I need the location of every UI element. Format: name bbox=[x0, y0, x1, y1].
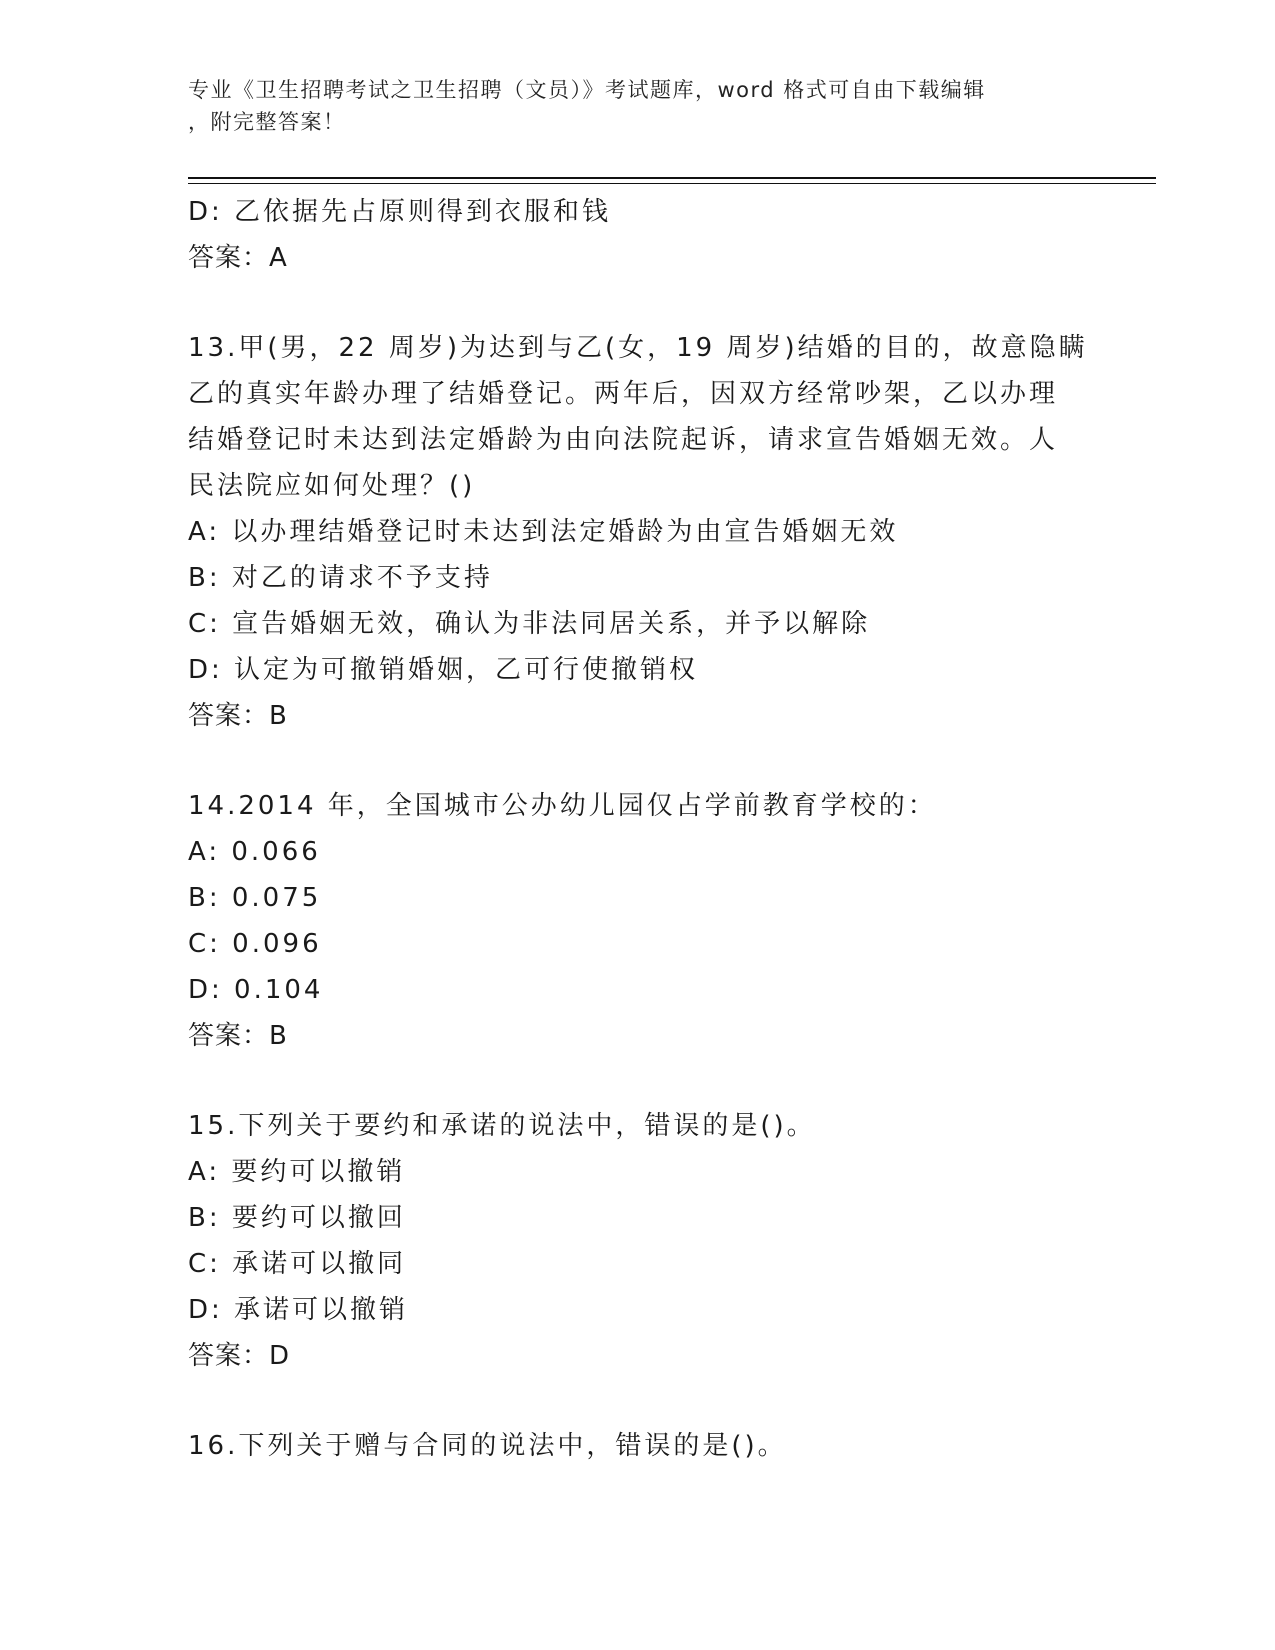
question-text-line: 结婚登记时未达到法定婚龄为由向法院起诉，请求宣告婚姻无效。人 bbox=[188, 425, 1059, 455]
option-c: C: 0.096 bbox=[188, 929, 322, 959]
question-12-tail bbox=[188, 189, 1068, 281]
option-a: A: 0.066 bbox=[188, 837, 321, 867]
option-d: D: 承诺可以撤销 bbox=[188, 1295, 409, 1325]
option-b: B: 0.075 bbox=[188, 883, 322, 913]
question-15 bbox=[188, 1103, 1068, 1379]
answer-label: 答案：D bbox=[188, 1341, 291, 1371]
answer-label: 答案：B bbox=[188, 1021, 288, 1051]
question-text-line: 16.下列关于赠与合同的说法中，错误的是()。 bbox=[188, 1431, 787, 1461]
option-d: D: 认定为可撤销婚姻，乙可行使撤销权 bbox=[188, 655, 699, 685]
option-c: C: 宣告婚姻无效，确认为非法同居关系，并予以解除 bbox=[188, 609, 871, 639]
question-13 bbox=[188, 325, 1088, 739]
question-16 bbox=[188, 1423, 1068, 1469]
option-d: D: 乙依据先占原则得到衣服和钱 bbox=[188, 197, 612, 227]
answer-label: 答案：B bbox=[188, 701, 288, 731]
header-rule-thick bbox=[188, 177, 1156, 179]
option-a: A: 要约可以撤销 bbox=[188, 1157, 406, 1187]
document-header bbox=[188, 74, 1068, 138]
option-d: D: 0.104 bbox=[188, 975, 324, 1005]
header-line-1: 专业《卫生招聘考试之卫生招聘（文员）》考试题库，word 格式可自由下载编辑 bbox=[188, 78, 986, 102]
header-line-2: ，附完整答案！ bbox=[188, 110, 346, 134]
answer-label: 答案：A bbox=[188, 243, 288, 273]
question-text-line: 14.2014 年，全国城市公办幼儿园仅占学前教育学校的： bbox=[188, 791, 937, 821]
header-rule-thin bbox=[188, 183, 1156, 184]
option-b: B: 要约可以撤回 bbox=[188, 1203, 406, 1233]
option-b: B: 对乙的请求不予支持 bbox=[188, 563, 493, 593]
question-14 bbox=[188, 783, 1068, 1059]
question-text-line: 民法院应如何处理？() bbox=[188, 471, 476, 501]
question-text-line: 13.甲(男，22 周岁)为达到与乙(女，19 周岁)结婚的目的，故意隐瞒 bbox=[188, 333, 1088, 363]
question-content bbox=[188, 189, 1088, 1469]
question-text-line: 15.下列关于要约和承诺的说法中，错误的是()。 bbox=[188, 1111, 816, 1141]
option-c: C: 承诺可以撤同 bbox=[188, 1249, 407, 1279]
question-text-line: 乙的真实年龄办理了结婚登记。两年后，因双方经常吵架，乙以办理 bbox=[188, 379, 1059, 409]
option-a: A: 以办理结婚登记时未达到法定婚龄为由宣告婚姻无效 bbox=[188, 517, 899, 547]
